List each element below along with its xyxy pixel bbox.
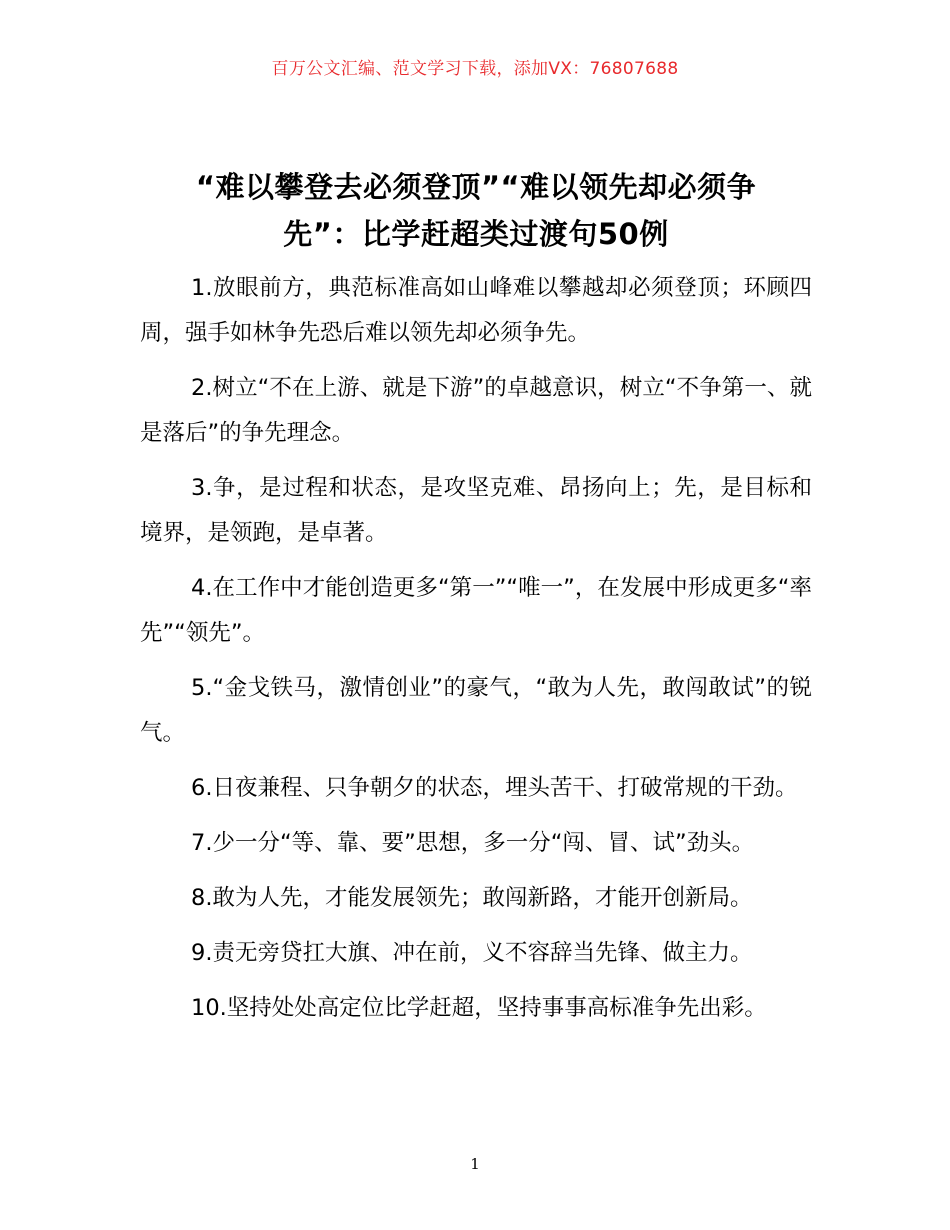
paragraph-6: 6.日夜兼程、只争朝夕的状态，埋头苦干、打破常规的干劲。 xyxy=(191,775,798,801)
paragraph-9: 9.责无旁贷扛大旗、冲在前，义不容辞当先锋、做主力。 xyxy=(191,940,753,966)
promo-banner: 百万公文汇编、范文学习下载，添加VX：76807688 xyxy=(271,59,679,79)
paragraph-5: 5.“金戈铁马，激情创业”的豪气，“敢为人先，敢闯敢试”的锐气。 xyxy=(140,675,812,746)
paragraph-7: 7.少一分“等、靠、要”思想，多一分“闯、冒、试”劲头。 xyxy=(191,830,755,856)
title-line: “难以攀登去必须登顶”“难以领先却必须争 xyxy=(195,170,757,204)
page-number: 1 xyxy=(470,1155,480,1173)
paragraph-1: 1.放眼前方，典范标准高如山峰难以攀越却必须登顶；环顾四周，强手如林争先恐后难以领先却必须争先。 xyxy=(140,275,812,346)
document-title xyxy=(140,164,812,258)
document-body xyxy=(140,266,812,1041)
paragraph-2: 2.树立“不在上游、就是下游”的卓越意识，树立“不争第一、就是落后”的争先理念。 xyxy=(140,375,812,446)
paragraph-8: 8.敢为人先，才能发展领先；敢闯新路，才能开创新局。 xyxy=(191,885,753,911)
paragraph-3: 3.争，是过程和状态，是攻坚克难、昂扬向上；先，是目标和境界，是领跑，是卓著。 xyxy=(140,475,812,546)
paragraph-10: 10.坚持处处高定位比学赶超，坚持事事高标准争先出彩。 xyxy=(191,995,767,1021)
title-line: 先”：比学赶超类过渡句50例 xyxy=(283,217,669,251)
paragraph-4: 4.在工作中才能创造更多“第一”“唯一”，在发展中形成更多“率先”“领先”。 xyxy=(140,575,812,646)
